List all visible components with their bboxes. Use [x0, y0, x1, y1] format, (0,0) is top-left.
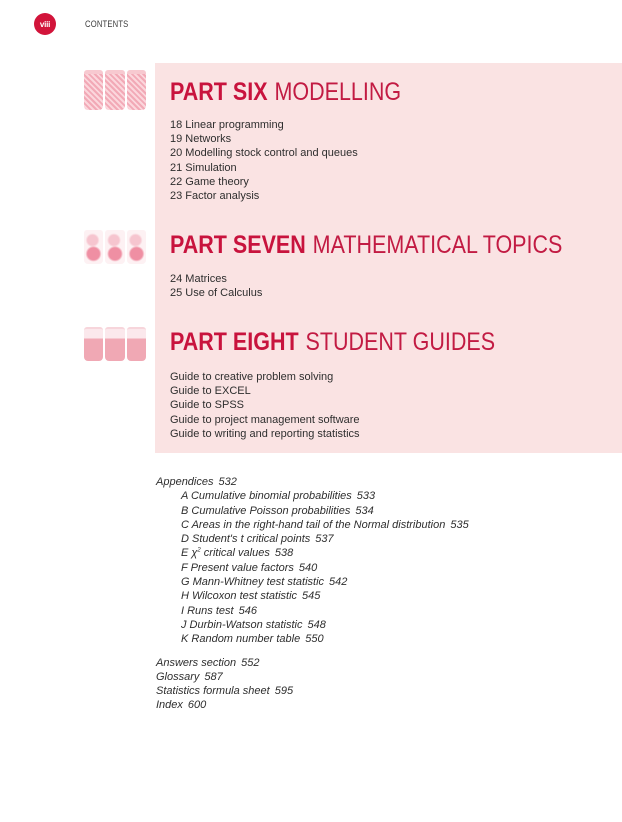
chapter-list	[170, 272, 262, 300]
appendices-heading[interactable]	[156, 475, 469, 489]
spacer	[156, 647, 469, 656]
beaker-icon	[127, 327, 146, 361]
appendix-item[interactable]	[156, 604, 469, 618]
part-heading	[170, 328, 495, 357]
chapter-list	[170, 370, 360, 441]
beaker-icon	[105, 327, 124, 361]
chapter-item[interactable]: 25 Use of Calculus	[170, 287, 263, 300]
entry-label: Appendices	[156, 476, 214, 488]
appendix-item[interactable]	[156, 518, 469, 532]
part-title: MATHEMATICAL TOPICS	[312, 231, 563, 259]
entry-label-suffix: critical values	[200, 547, 270, 560]
chapter-item[interactable]: 22 Game theory	[170, 175, 249, 188]
chapter-item[interactable]: Guide to SPSS	[170, 399, 244, 412]
running-head: CONTENTS	[85, 19, 129, 29]
entry-page: 545	[302, 590, 321, 603]
entry-page: 535	[450, 518, 469, 531]
chapter-item[interactable]: 23 Factor analysis	[170, 190, 260, 203]
chapter-item[interactable]: Guide to writing and reporting statistics	[170, 427, 360, 440]
part-number: PART SIX	[170, 78, 268, 106]
back-matter-item[interactable]	[156, 670, 469, 684]
chapter-item[interactable]: 19 Networks	[170, 133, 232, 146]
glass-icon	[84, 230, 103, 264]
entry-label: Answers section	[156, 656, 237, 669]
entry-page: 540	[298, 561, 318, 574]
back-matter-item[interactable]	[156, 698, 469, 712]
entry-label: J Durbin-Watson statistic	[181, 618, 303, 631]
entry-label: A Cumulative binomial probabilities	[181, 490, 352, 503]
entry-page: 533	[356, 490, 376, 503]
jar-icon	[127, 70, 146, 110]
entry-page: 532	[218, 476, 237, 488]
jar-icon	[84, 70, 103, 110]
entry-page: 542	[329, 576, 348, 589]
appendix-item[interactable]	[156, 532, 469, 546]
appendix-item[interactable]	[156, 504, 469, 518]
entry-label: K Random number table	[181, 633, 301, 646]
entry-page: 587	[204, 670, 223, 683]
entry-page: 600	[187, 699, 207, 712]
entry-label: Index	[156, 699, 183, 712]
back-matter-item[interactable]	[156, 656, 469, 670]
entry-page: 534	[355, 504, 374, 517]
entry-page: 538	[274, 547, 294, 560]
entry-page: 537	[315, 533, 334, 546]
part-heading	[170, 78, 401, 107]
superscript: 2	[197, 547, 201, 554]
appendix-item[interactable]	[156, 632, 469, 646]
entry-label: C Areas in the right-hand tail of the Normal distribution	[181, 518, 446, 531]
chapter-item[interactable]: 24 Matrices	[170, 273, 227, 285]
entry-label: Statistics formula sheet	[156, 685, 270, 698]
entry-label: B Cumulative Poisson probabilities	[181, 504, 351, 517]
entry-label: D Student's t critical points	[181, 533, 311, 546]
glass-icon	[105, 230, 124, 264]
appendix-item[interactable]	[156, 489, 469, 503]
glass-icon	[127, 230, 146, 264]
entry-label: G Mann-Whitney test statistic	[181, 576, 325, 589]
back-matter-list	[156, 475, 469, 713]
chapter-item[interactable]: Guide to EXCEL	[170, 385, 251, 398]
chapter-item[interactable]: 20 Modelling stock control and queues	[170, 147, 358, 160]
chapter-item[interactable]: 18 Linear programming	[170, 119, 284, 131]
entry-label: F Present value factors	[181, 561, 294, 574]
page-number-badge: viii	[34, 13, 56, 35]
back-matter-item[interactable]	[156, 684, 469, 698]
chapter-item[interactable]: Guide to project management software	[170, 413, 360, 426]
glasses-image	[84, 230, 146, 264]
entry-page: 550	[305, 633, 324, 646]
jar-icon	[105, 70, 124, 110]
entry-page: 595	[274, 685, 294, 698]
appendix-item[interactable]	[156, 546, 469, 560]
chapter-list	[170, 118, 358, 203]
part-title: MODELLING	[274, 78, 402, 106]
jars-image	[84, 70, 146, 110]
part-heading	[170, 231, 562, 260]
appendix-item[interactable]	[156, 589, 469, 603]
part-number: PART SEVEN	[170, 231, 306, 259]
part-number: PART EIGHT	[170, 328, 299, 356]
part-title: STUDENT GUIDES	[305, 328, 496, 356]
appendix-item[interactable]	[156, 575, 469, 589]
entry-label: Glossary	[156, 670, 200, 683]
entry-label-prefix: E χ	[181, 547, 198, 560]
appendix-item[interactable]	[156, 561, 469, 575]
entry-label: I Runs test	[181, 604, 234, 617]
chapter-item[interactable]: Guide to creative problem solving	[170, 371, 334, 383]
beaker-icon	[84, 327, 103, 361]
beakers-image	[84, 327, 146, 361]
entry-page: 548	[307, 618, 326, 631]
entry-page: 552	[241, 656, 260, 669]
appendix-item[interactable]	[156, 618, 469, 632]
entry-page: 546	[238, 604, 257, 617]
chapter-item[interactable]: 21 Simulation	[170, 161, 237, 174]
entry-label: H Wilcoxon test statistic	[181, 590, 298, 603]
